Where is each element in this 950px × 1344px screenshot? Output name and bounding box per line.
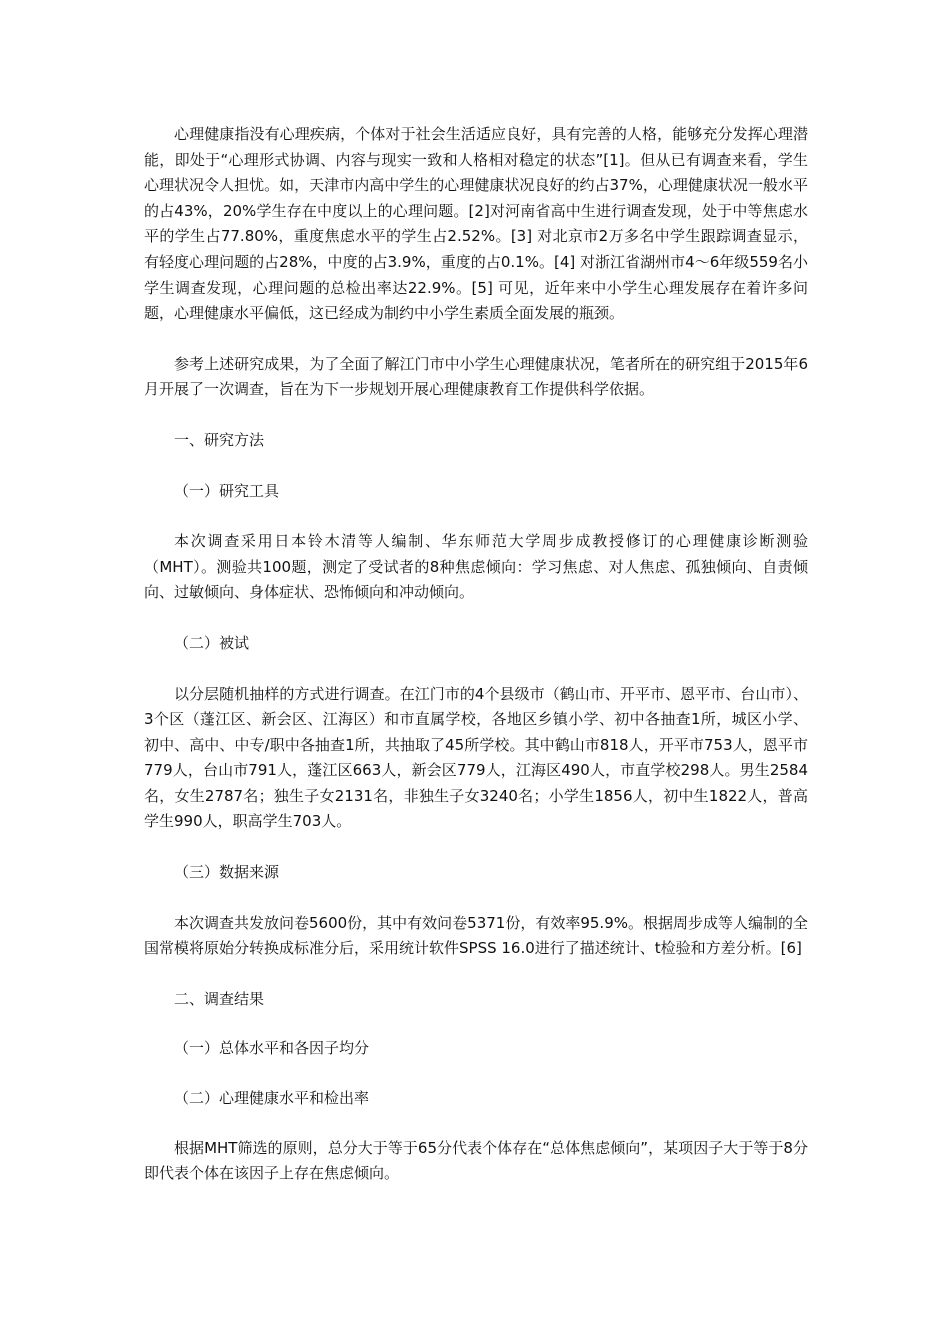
paragraph-spacer <box>144 403 808 428</box>
paragraph-spacer <box>144 327 808 352</box>
subsection-heading-subjects: （二）被试 <box>174 633 250 652</box>
paragraph-spacer <box>144 657 808 682</box>
subsection-heading-detection-rate: （二）心理健康水平和检出率 <box>174 1089 370 1108</box>
study-purpose-paragraph: 参考上述研究成果，为了全面了解江门市中小学生心理健康状况，笔者所在的研究组于2015年6月开展了一次调查，旨在为下一步规划开展心理健康教育工作提供科学依据。 <box>144 354 808 399</box>
paragraph-spacer <box>144 1062 808 1086</box>
section-heading-methods: 一、研究方法 <box>174 430 265 449</box>
subsection-heading-data-source: （三）数据来源 <box>174 863 280 882</box>
document-body <box>144 122 808 1187</box>
subjects-paragraph: 以分层随机抽样的方式进行调查。在江门市的4个县级市（鹤山市、开平市、恩平市、台山市）、3个区（蓬江区、新会区、江海区）和市直属学校，各地区乡镇小学、初中各抽查1所，城区小学、初中、高中、中专/职中各抽查1所，共抽取了45所学校。其中鹤山市818人，开平市753人，恩平市779人，台山市791人，蓬江区663人，新会区779人，江海区490人，市直学校298人。男生2584名，女生2787名；独生子女2131名，非独生子女3240名；小学生1856人，初中生1822人，普高学生990人，职高学生703人。 <box>144 684 808 831</box>
tools-paragraph: 本次调查采用日本铃木清等人编制、华东师范大学周步成教授修订的心理健康诊断测验（MHT）。测验共100题，测定了受试者的8种焦虑倾向：学习焦虑、对人焦虑、孤独倾向、自责倾向、过敏倾向、身体症状、恐怖倾向和冲动倾向。 <box>144 532 808 602</box>
paragraph-spacer <box>144 504 808 529</box>
paragraph-spacer <box>144 1012 808 1036</box>
section-heading-results: 二、调查结果 <box>174 989 265 1008</box>
screening-criteria-paragraph: 根据MHT筛选的原则，总分大于等于65分代表个体存在“总体焦虑倾向”，某项因子大于等于8分即代表个体在该因子上存在焦虑倾向。 <box>144 1138 808 1183</box>
paragraph-spacer <box>144 835 808 860</box>
paragraph-spacer <box>144 606 808 631</box>
intro-paragraph: 心理健康指没有心理疾病，个体对于社会生活适应良好，具有完善的人格，能够充分发挥心理潜能，即处于“心理形式协调、内容与现实一致和人格相对稳定的状态”[1]。但从已有调查来看，学生心理状况令人担忧。如，天津市内高中学生的心理健康状况良好的约占37%，心理健康状况一般水平的占43%，20%学生存在中度以上的心理问题。[2]对河南省高中生进行调查发现，处于中等焦虑水平的学生占77.80%，重度焦虑水平的学生占2.52%。[3] 对北京市2万多名中学生跟踪调查显示，有轻度心理问题的占28%，中度的占3.9%，重度的占0.1%。[4] 对浙江省湖州市4～6年级559名小学生调查发现，心理问题的总检出率达22.9%。[5] 可见，近年来中小学生心理发展存在着许多问题，心理健康水平偏低，这已经成为制约中小学生素质全面发展的瓶颈。 <box>144 125 808 323</box>
paragraph-spacer <box>144 886 808 911</box>
subsection-heading-tools: （一）研究工具 <box>174 481 280 500</box>
data-source-paragraph: 本次调查共发放问卷5600份，其中有效问卷5371份，有效率95.9%。根据周步成等人编制的全国常模将原始分转换成标准分后，采用统计软件SPSS 16.0进行了描述统计、t检验和方差分析。[6] <box>144 913 809 958</box>
subsection-heading-overall-level: （一）总体水平和各因子均分 <box>174 1039 370 1058</box>
paragraph-spacer <box>144 454 808 479</box>
paragraph-spacer <box>144 1112 808 1136</box>
paragraph-spacer <box>144 962 808 987</box>
